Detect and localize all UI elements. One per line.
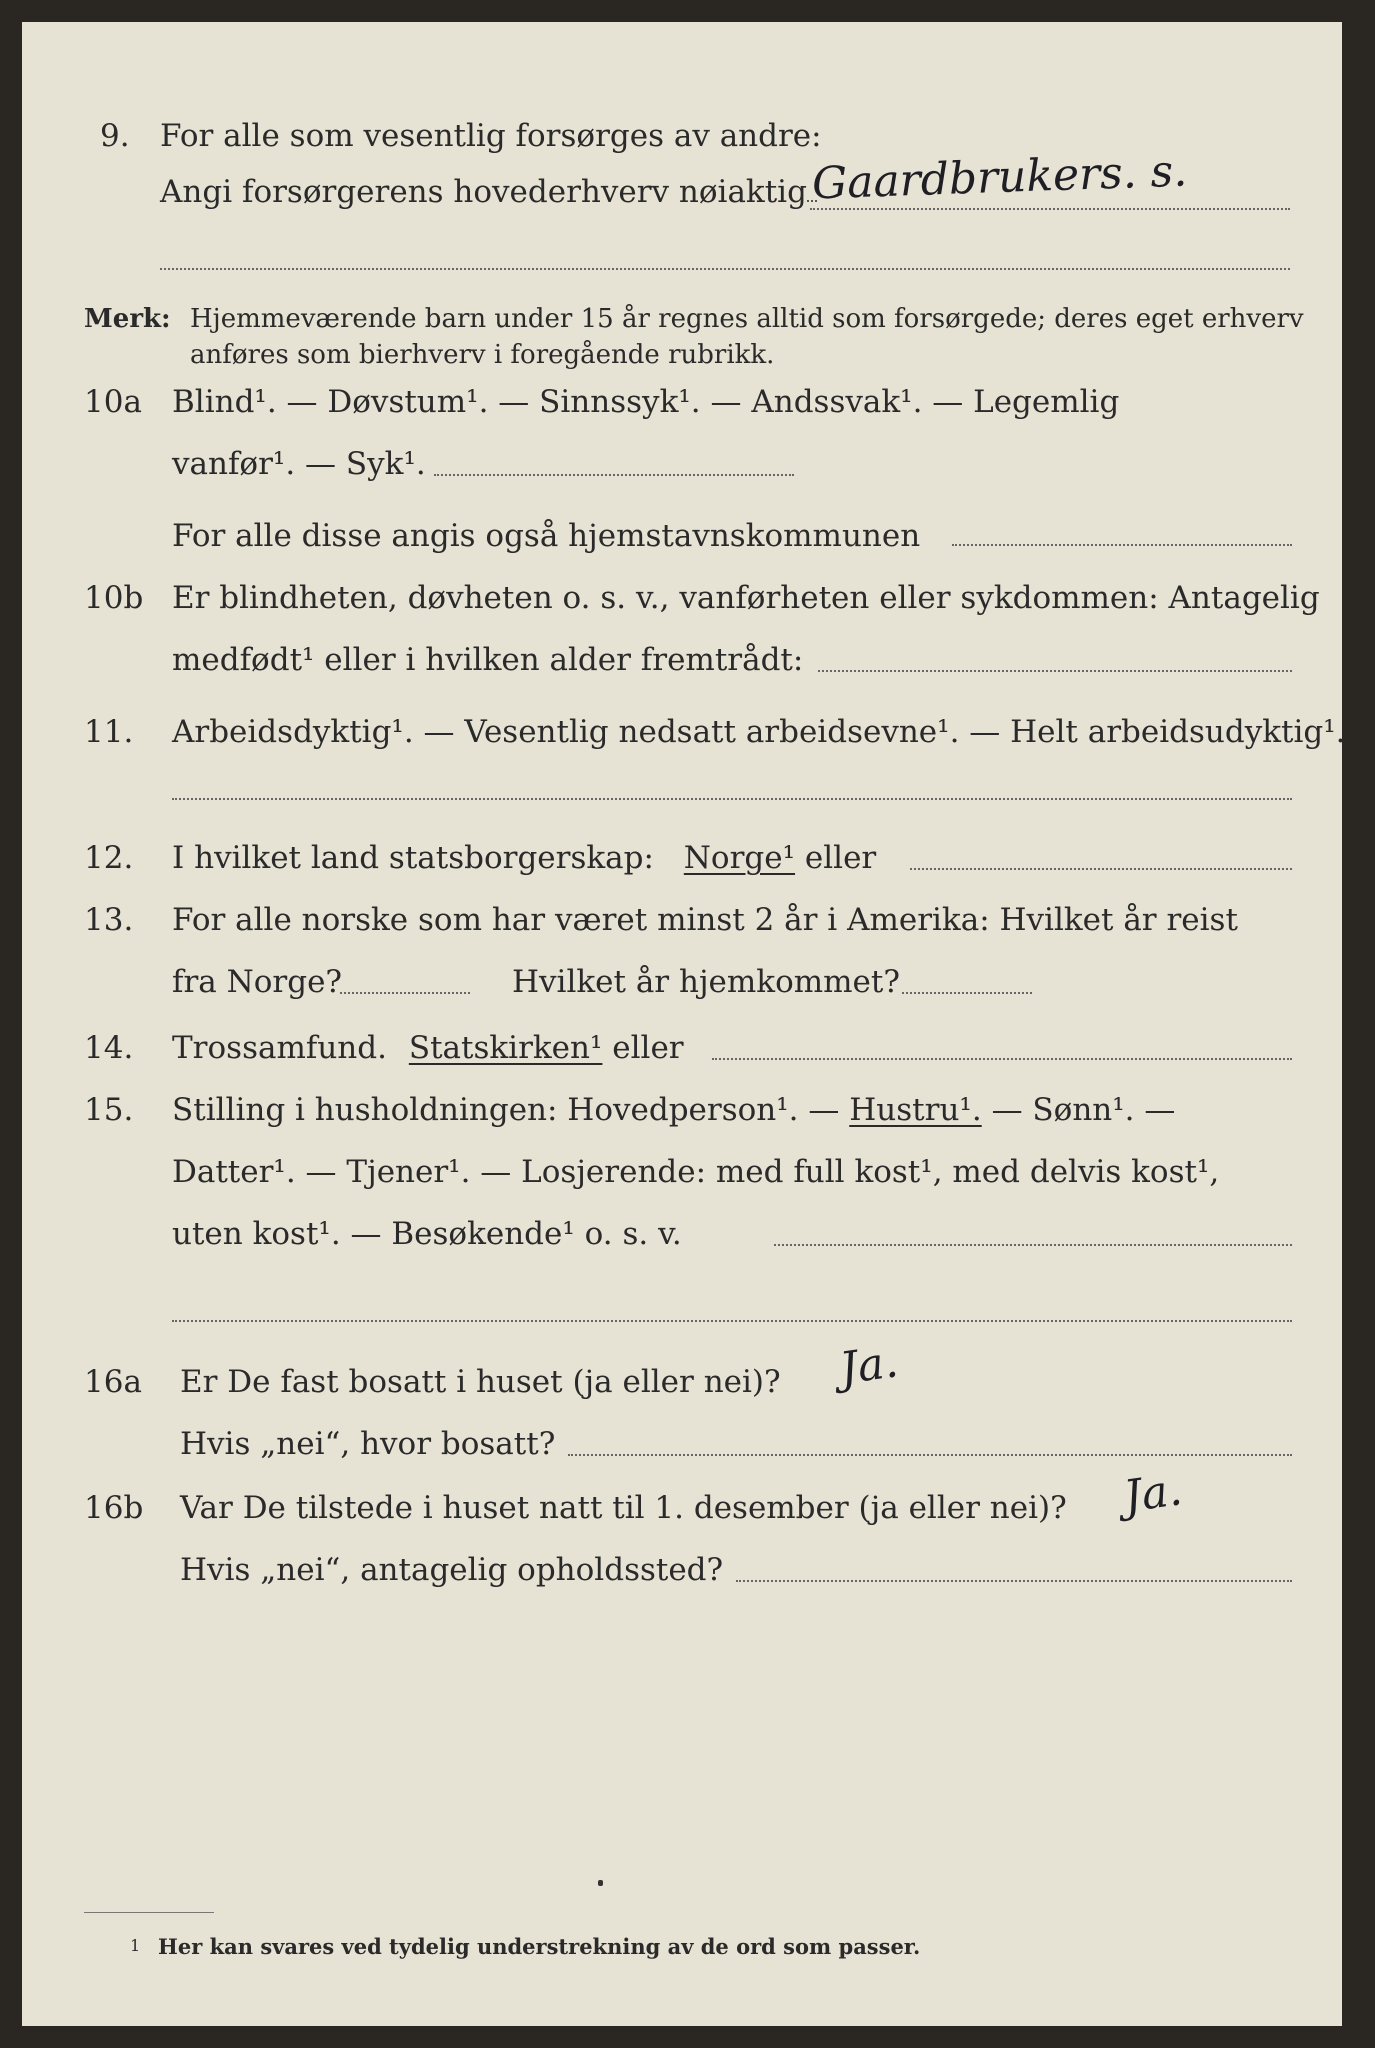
- q15-number: 15.: [84, 1092, 134, 1128]
- q10a-line1: Blind¹. — Døvstum¹. — Sinnssyk¹. — Andssvak¹. — Legemlig: [172, 384, 1120, 420]
- q14-number: 14.: [84, 1030, 134, 1066]
- q15-line1-a: Stilling i husholdningen: Hovedperson¹. —: [172, 1092, 840, 1128]
- q14-statskirken-underlined: Statskirken¹: [408, 1030, 603, 1066]
- q14-text-a: Trossamfund.: [172, 1030, 387, 1066]
- q12-text-a: I hvilket land statsborgerskap:: [172, 840, 654, 876]
- q16a-number: 16a: [84, 1364, 142, 1400]
- q9-line2-text: Angi forsørgerens hovederhverv nøiaktig: [160, 174, 807, 210]
- q15-line1-c: — Sønn¹. —: [991, 1092, 1176, 1128]
- q12-norge-underlined: Norge¹: [683, 840, 796, 876]
- merk-line1: Hjemmeværende barn under 15 år regnes alltid som forsørgede; deres eget erhverv: [190, 304, 1304, 334]
- q12-line: [172, 840, 876, 876]
- q10b-line1: Er blindheten, døvheten o. s. v., vanførheten eller sykdommen: Antagelig: [172, 580, 1320, 616]
- census-form-page: [22, 22, 1346, 2026]
- footnote-text: Her kan svares ved tydelig understrekning av de ord som passer.: [158, 1934, 921, 1959]
- q13-line2b: Hvilket år hjemkommet?: [512, 964, 900, 1000]
- q10a-number: 10a: [84, 384, 142, 420]
- q13-number: 13.: [84, 902, 134, 938]
- q15-line2: Datter¹. — Tjener¹. — Losjerende: med full kost¹, med delvis kost¹,: [172, 1154, 1220, 1190]
- q12-text-c: eller: [804, 840, 877, 876]
- q12-number: 12.: [84, 840, 134, 876]
- q10a-line3: For alle disse angis også hjemstavnskommunen: [172, 518, 921, 554]
- q9-line2: [160, 174, 817, 210]
- merk-line2: anføres som bierhverv i foregående rubrikk.: [190, 340, 775, 370]
- q10b-number: 10b: [84, 580, 144, 616]
- q15-line1: [172, 1092, 1175, 1128]
- q10a-line2: vanfør¹. — Syk¹.: [172, 446, 426, 482]
- q9-line1: For alle som vesentlig forsørges av andre:: [160, 118, 822, 154]
- q15-hustru-underlined: Hustru¹.: [849, 1092, 982, 1128]
- merk-label: Merk:: [84, 304, 171, 334]
- footnote-number: 1: [130, 1936, 141, 1955]
- q9-number: 9.: [100, 118, 130, 154]
- q16b-number: 16b: [84, 1490, 144, 1526]
- q10b-line2: medfødt¹ eller i hvilken alder fremtrådt:: [172, 642, 804, 678]
- ink-speck: [598, 1880, 603, 1886]
- q11-number: 11.: [84, 714, 134, 750]
- q13-line1: For alle norske som har været minst 2 år i Amerika: Hvilket år reist: [172, 902, 1238, 938]
- q13-line2a: fra Norge?: [172, 964, 343, 1000]
- q9-handwritten-answer: Gaardbrukers. s.: [811, 145, 1188, 210]
- q16b-line1: Var De tilstede i huset natt til 1. desember (ja eller nei)?: [180, 1490, 1067, 1526]
- footnote-rule: [84, 1912, 214, 1913]
- q15-line3: uten kost¹. — Besøkende¹ o. s. v.: [172, 1216, 682, 1252]
- q14-text-c: eller: [612, 1030, 684, 1066]
- q16a-handwritten-answer: Ja.: [836, 1336, 902, 1395]
- q11-line1: Arbeidsdyktig¹. — Vesentlig nedsatt arbeidsevne¹. — Helt arbeidsudyktig¹.: [172, 714, 1346, 750]
- q16a-line1: Er De fast bosatt i huset (ja eller nei)?: [180, 1364, 781, 1400]
- q16a-line2: Hvis „nei“, hvor bosatt?: [180, 1426, 556, 1462]
- q16b-line2: Hvis „nei“, antagelig opholdssted?: [180, 1552, 724, 1588]
- q14-line: [172, 1030, 684, 1066]
- q16b-handwritten-answer: Ja.: [1120, 1464, 1186, 1523]
